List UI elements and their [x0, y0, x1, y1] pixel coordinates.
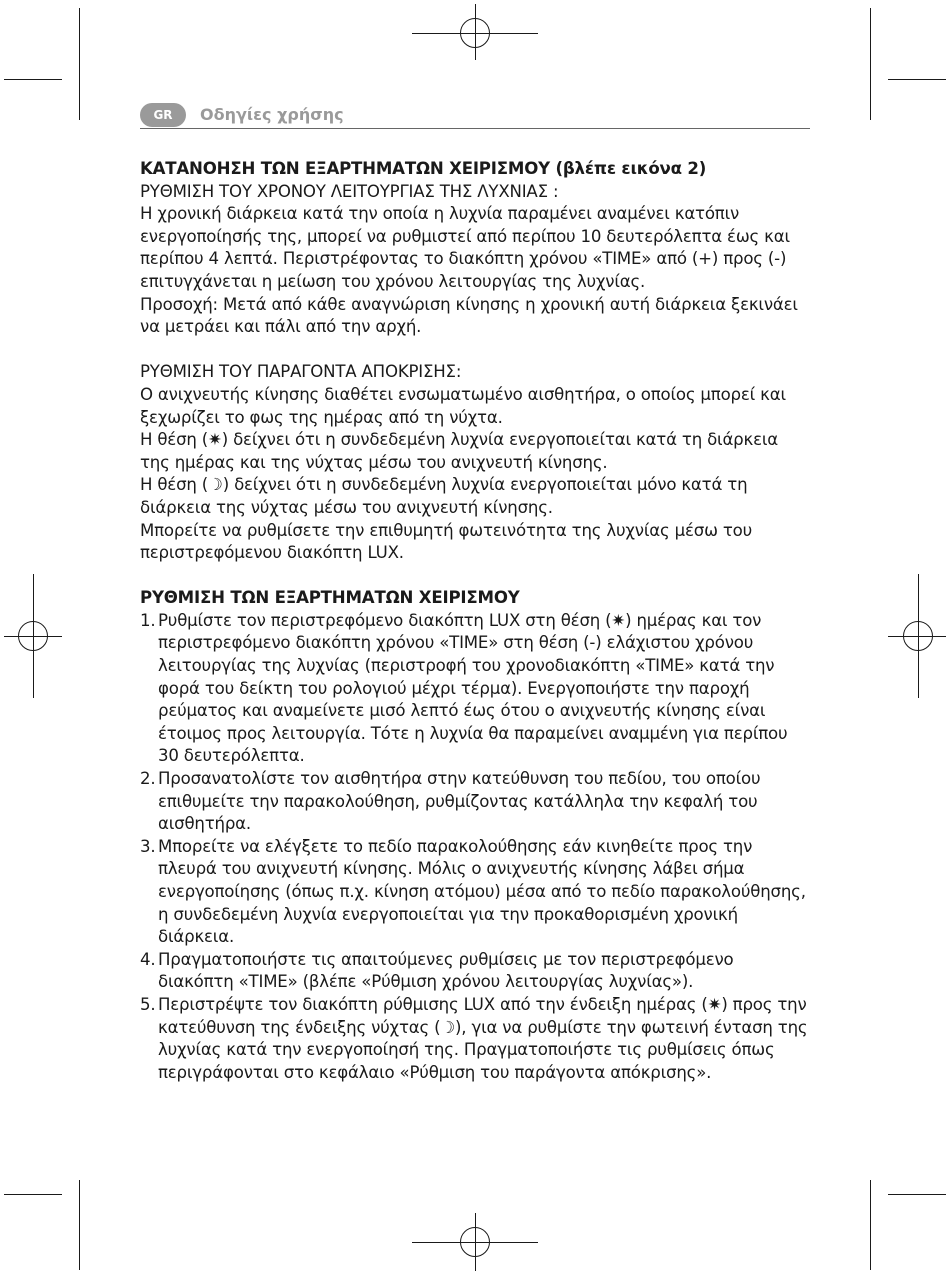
- list-item: [140, 610, 812, 768]
- section-subheading: ΡΥΘΜΙΣΗ ΤΟΥ ΠΑΡΑΓΟΝΤΑ ΑΠΟΚΡΙΣΗΣ:: [140, 362, 462, 382]
- crop-mark: [888, 1194, 946, 1195]
- steps-list: [140, 610, 812, 1084]
- crop-mark: [79, 1180, 80, 1270]
- list-item: [140, 836, 812, 949]
- registration-mark: [888, 636, 946, 637]
- crop-mark: [888, 79, 946, 80]
- paragraph: Μπορείτε να ρυθμίσετε την επιθυμητή φωτεινότητα της λυχνίας μέσω του περιστρεφόμενου διακόπτη LUX.: [140, 520, 752, 563]
- paragraph: Η θέση (☽) δείχνει ότι η συνδεδεμένη λυχνία ενεργοποιείται μόνο κατά τη διάρκεια της νύχτας μέσω του ανιχνευτή κίνησης.: [140, 475, 748, 517]
- page-header: [140, 103, 810, 129]
- crop-mark: [870, 8, 871, 120]
- step-text: Πραγματοποιήστε τις απαιτούμενες ρυθμίσεις με τον περιστρεφόμενο διακόπτη «TIME» (βλέπε «Ρύθμιση χρόνου λειτουργίας λυχνίας»).: [158, 949, 734, 992]
- step-number: 4.: [140, 949, 156, 969]
- step-text: Ρυθμίστε τον περιστρεφόμενο διακόπτη LUX στη θέση (✷) ημέρας και τον περιστρεφόμενο διακόπτη χρόνου «TIME» στη θέση (-) ελάχιστου χρόνου λειτουργίας της λυχνίας (περιστροφή του χρονοδιακόπτη «TIME» κατά την φορά του δείκτη του ρολογιού μέχρι τέρμα). Ενεργοποιήστε την παροχή ρεύματος και αναμείνετε μισό λεπτό έως ότου ο ανιχνευτής κίνησης είναι έτοιμος προς λειτουργία. Τότε η λυχνία θα παραμείνει αναμμένη για περίπου 30 δευτερόλεπτα.: [158, 610, 788, 766]
- registration-mark: [33, 574, 34, 698]
- list-item: [140, 768, 812, 836]
- paragraph: Η χρονική διάρκεια κατά την οποία η λυχνία παραμένει αναμένει κατόπιν ενεργοποίησής της, μπορεί να ρυθμιστεί από περίπου 10 δευτερόλεπτα έως και περίπου 4 λεπτά. Περιστρέφοντας το διακόπτη χρόνου «TIME» από (+) προς (-) επιτυγχάνεται η μείωση του χρόνου λειτουργίας της λυχνίας.: [140, 204, 790, 291]
- step-number: 1.: [140, 610, 156, 630]
- registration-mark: [475, 1213, 476, 1271]
- step-text: Περιστρέψτε τον διακόπτη ρύθμισης LUX από την ένδειξη ημέρας (✷) προς την κατεύθυνση της ένδειξης νύχτας (☽), για να ρυθμίστε την φωτεινή ένταση της λυχνίας κατά την ενεργοποίησή της. Πραγματοποιήστε τις ρυθμίσεις όπως περιγράφονται στο κεφάλαιο «Ρύθμιση του παράγοντα απόκρισης».: [158, 994, 808, 1082]
- list-item: [140, 994, 812, 1084]
- section-heading: ΡΥΘΜΙΣΗ ΤΩΝ ΕΞΑΡΤΗΜΑΤΩΝ ΧΕΙΡΙΣΜΟΥ: [140, 588, 520, 608]
- list-item: [140, 949, 812, 994]
- crop-mark: [79, 8, 80, 120]
- registration-mark: [475, 4, 476, 60]
- step-number: 3.: [140, 836, 156, 856]
- section-subheading: ΡΥΘΜΙΣΗ ΤΟΥ ΧΡΟΝΟΥ ΛΕΙΤΟΥΡΓΙΑΣ ΤΗΣ ΛΥΧΝΙΑΣ :: [140, 181, 559, 201]
- paragraph: Προσοχή: Μετά από κάθε αναγνώριση κίνησης η χρονική αυτή διάρκεια ξεκινάει να μετράει και πάλι από την αρχή.: [140, 294, 798, 337]
- section-heading: ΚΑΤΑΝΟΗΣΗ ΤΩΝ ΕΞΑΡΤΗΜΑΤΩΝ ΧΕΙΡΙΣΜΟΥ (βλέπε εικόνα 2): [140, 159, 707, 178]
- spacer: [140, 339, 812, 362]
- crop-mark: [870, 1180, 871, 1270]
- crop-mark: [4, 1194, 62, 1195]
- spacer: [140, 565, 812, 588]
- step-text: Μπορείτε να ελέγξετε το πεδίο παρακολούθησης εάν κινηθείτε προς την πλευρά του ανιχνευτή κίνησης. Μόλις ο ανιχνευτής κίνησης λάβει σήμα ενεργοποίησης (όπως π.χ. κίνηση ατόμου) μέσα από το πεδίο παρακολούθησης, η συνδεδεμένη λυχνία ενεργοποιείται για την προκαθορισμένη χρονική διάρκεια.: [158, 836, 806, 947]
- header-title: Οδηγίες χρήσης: [200, 105, 344, 124]
- registration-mark: [918, 574, 919, 698]
- document-body: [140, 158, 812, 1084]
- header-divider: [140, 128, 810, 129]
- language-badge: GR: [140, 103, 186, 127]
- paragraph: Ο ανιχνευτής κίνησης διαθέτει ενσωματωμένο αισθητήρα, ο οποίος μπορεί και ξεχωρίζει το φως της ημέρας από τη νύχτα.: [140, 384, 786, 427]
- step-number: 5.: [140, 994, 156, 1014]
- crop-mark: [4, 79, 62, 80]
- step-number: 2.: [140, 769, 156, 789]
- paragraph: Η θέση (✷) δείχνει ότι η συνδεδεμένη λυχνία ενεργοποιείται κατά τη διάρκεια της ημέρας και της νύχτας μέσω του ανιχνευτή κίνησης.: [140, 430, 779, 472]
- step-text: Προσανατολίστε τον αισθητήρα στην κατεύθυνση του πεδίου, του οποίου επιθυμείτε την παρακολούθηση, ρυθμίζοντας κατάλληλα την κεφαλή του αισθητήρα.: [158, 769, 761, 834]
